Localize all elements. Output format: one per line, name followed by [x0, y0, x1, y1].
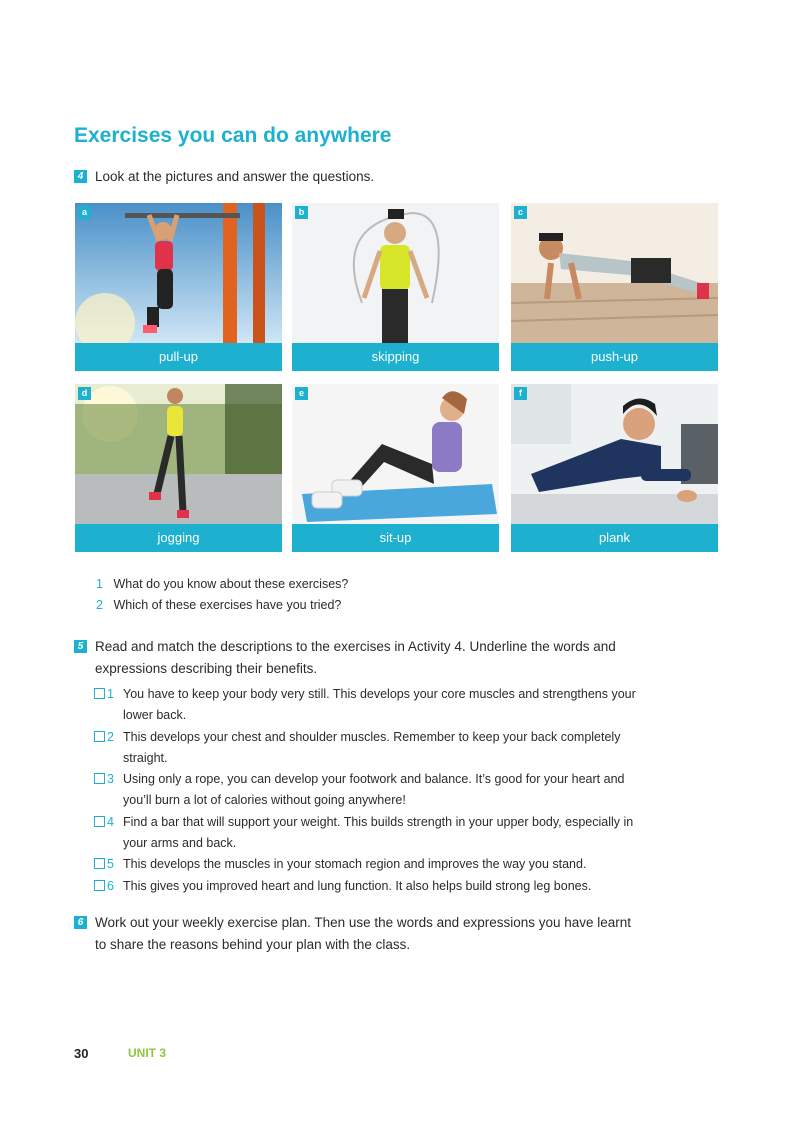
list-item: [96, 574, 348, 595]
picture-card-c: [511, 203, 718, 371]
picture-caption: sit-up: [292, 524, 499, 552]
picture-card-d: [75, 384, 282, 552]
description-text: This develops your chest and shoulder muscles. Remember to keep your back completely straight.: [123, 729, 621, 765]
description-text: This develops the muscles in your stomach region and improves the way you stand.: [123, 857, 587, 872]
picture-caption: skipping: [292, 343, 499, 371]
jogging-photo: [75, 384, 282, 524]
picture-letter: c: [514, 206, 527, 219]
activity-5-descriptions: [94, 684, 654, 897]
section-title: Exercises you can do anywhere: [74, 124, 392, 147]
description-text: This gives you improved heart and lung function. It also helps build strong leg bones.: [123, 878, 592, 893]
activity-4-questions: [96, 574, 348, 616]
activity-6-heading: [74, 912, 634, 956]
picture-letter: b: [295, 206, 308, 219]
unit-label: UNIT 3: [128, 1046, 167, 1060]
list-item: [94, 684, 654, 727]
list-item: [94, 876, 654, 897]
checkbox-number[interactable]: 5: [94, 854, 114, 875]
activity-5-instruction: Read and match the descriptions to the exercises in Activity 4. Underline the words and expressions describing their benefits.: [95, 639, 616, 676]
picture-caption: jogging: [75, 524, 282, 552]
picture-card-b: [292, 203, 499, 371]
question-text: What do you know about these exercises?: [113, 577, 349, 591]
list-item: [94, 812, 654, 855]
activity-number-badge: 5: [74, 640, 87, 653]
activity-4-heading: [74, 166, 714, 188]
question-text: Which of these exercises have you tried?: [113, 598, 342, 612]
activity-5-heading: [74, 636, 634, 680]
checkbox-number[interactable]: 3: [94, 769, 114, 790]
checkbox-icon[interactable]: [94, 688, 105, 699]
page-number: 30: [74, 1046, 89, 1061]
checkbox-number[interactable]: 2: [94, 727, 114, 748]
picture-caption: plank: [511, 524, 718, 552]
list-item: [94, 727, 654, 770]
sit-up-photo: [292, 384, 499, 524]
picture-card-f: [511, 384, 718, 552]
activity-number-badge: 4: [74, 170, 87, 183]
checkbox-icon[interactable]: [94, 731, 105, 742]
question-number: 2: [96, 598, 103, 612]
picture-caption: pull-up: [75, 343, 282, 371]
description-text: Find a bar that will support your weight. This builds strength in your upper body, especially in your arms and back.: [123, 814, 634, 851]
pull-up-photo: [75, 203, 282, 343]
picture-letter: d: [78, 387, 91, 400]
push-up-photo: [511, 203, 718, 343]
picture-caption: push-up: [511, 343, 718, 371]
picture-letter: e: [295, 387, 308, 400]
list-item: [94, 769, 654, 812]
checkbox-number[interactable]: 4: [94, 812, 114, 833]
question-number: 1: [96, 577, 103, 591]
picture-card-a: [75, 203, 282, 371]
description-text: Using only a rope, you can develop your footwork and balance. It’s good for your heart and you’ll burn a lot of calories without going anywhere!: [123, 772, 625, 808]
picture-letter: f: [514, 387, 527, 400]
list-item: [96, 595, 348, 616]
description-text: You have to keep your body very still. This develops your core muscles and strengthens your lower back.: [123, 687, 636, 723]
activity-4-instruction: Look at the pictures and answer the questions.: [95, 169, 375, 184]
checkbox-icon[interactable]: [94, 858, 105, 869]
checkbox-icon[interactable]: [94, 880, 105, 891]
checkbox-icon[interactable]: [94, 816, 105, 827]
skipping-photo: [292, 203, 499, 343]
checkbox-icon[interactable]: [94, 773, 105, 784]
checkbox-number[interactable]: 1: [94, 684, 114, 705]
activity-number-badge: 6: [74, 916, 87, 929]
activity-6-instruction: Work out your weekly exercise plan. Then use the words and expressions you have learnt to share the reasons behind your plan with the class.: [95, 915, 632, 952]
picture-card-e: [292, 384, 499, 552]
plank-photo: [511, 384, 718, 524]
list-item: [94, 854, 654, 875]
picture-letter: a: [78, 206, 91, 219]
checkbox-number[interactable]: 6: [94, 876, 114, 897]
